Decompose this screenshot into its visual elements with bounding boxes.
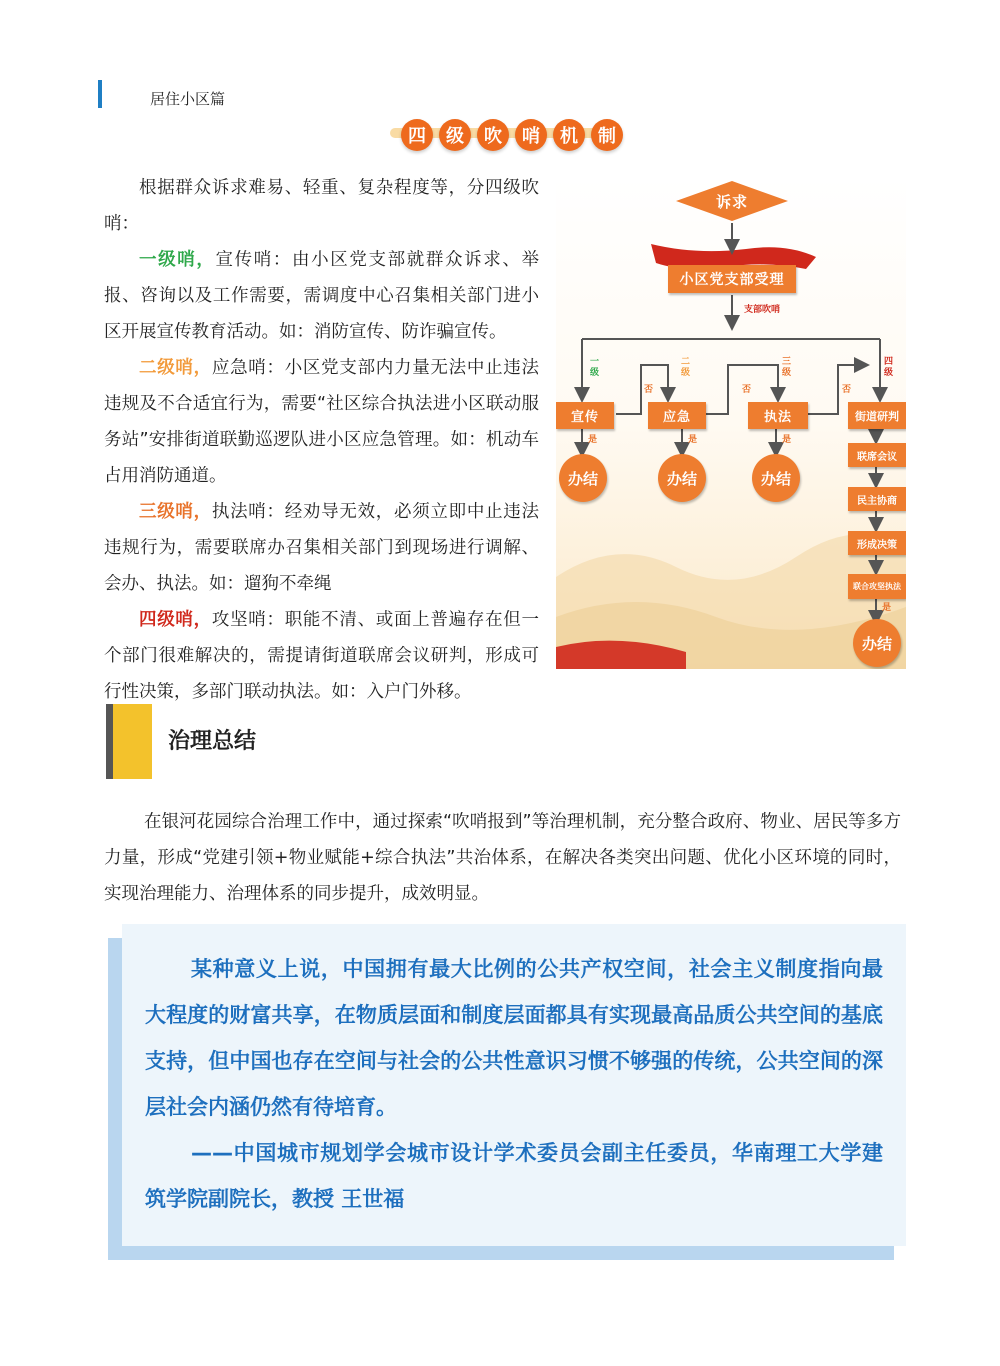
flow-yes-label: 是	[782, 435, 792, 445]
page-title	[398, 116, 626, 156]
header-accent-bar	[98, 80, 102, 108]
flow-party-branch-accept: 小区党支部受理	[668, 265, 796, 293]
level-2-paragraph	[104, 350, 539, 494]
level-3-text: 执法哨：经劝导无效，必须立即中止违法违规行为，需要联席办召集相关部门到现场进行调解、会办、执法。如：遛狗不牵绳	[104, 502, 540, 594]
flow-node-enforcement: 执法	[748, 402, 808, 429]
level-3-label: 三级哨，	[139, 502, 212, 522]
flow-yes-label: 是	[588, 435, 598, 445]
level-4-paragraph	[104, 602, 539, 710]
summary-paragraph: 在银河花园综合治理工作中，通过探索“吹哨报到”等治理机制，充分整合政府、物业、居民等多方力量，形成“党建引领+物业赋能+综合执法”共治体系，在解决各类突出问题、优化小区环境的同时，实现治理能力、治理体系的同步提升，成效明显。	[104, 812, 901, 904]
flow-done-3: 办结	[752, 454, 800, 502]
flow-level-3: 三级	[782, 357, 792, 378]
intro-text: 根据群众诉求难易、轻重、复杂程度等，分四级吹哨：	[104, 178, 539, 234]
flow-done-2: 办结	[658, 454, 706, 502]
level-4-label: 四级哨，	[139, 610, 212, 630]
quote-body: 某种意义上说，中国拥有最大比例的公共产权空间，社会主义制度指向最大程度的财富共享，在物质层面和制度层面都具有实现最高品质公共空间的基底支持，但中国也存在空间与社会的公共性意识习惯不够强的传统，公共空间的深层社会内涵仍然有待培育。	[145, 957, 883, 1119]
flow-no-label: 否	[644, 385, 654, 395]
flow-done-1: 办结	[559, 454, 607, 502]
level-2-label: 二级哨，	[139, 358, 212, 378]
flow-level-2: 二级	[681, 357, 691, 378]
levels-description	[104, 170, 539, 710]
section-bar-dark	[106, 704, 113, 779]
section-header: 居住小区篇	[150, 90, 226, 108]
quote-content	[145, 946, 883, 1222]
flow-node-publicity: 宣传	[556, 402, 614, 429]
quote-attribution: ——中国城市规划学会城市设计学术委员会副主任委员，华南理工大学建筑学院副院长，教授 王世福	[145, 1141, 883, 1211]
flow-chain-joint-enforcement: 联合攻坚执法	[848, 574, 906, 599]
flow-start-appeal: 诉求	[715, 192, 748, 211]
section-title: 治理总结	[168, 729, 257, 754]
flow-no-label: 否	[742, 385, 752, 395]
flow-chain-joint-meeting: 联席会议	[848, 443, 906, 467]
flow-yes-label: 是	[882, 603, 892, 613]
flow-level-4: 四级	[884, 357, 894, 378]
flow-done-4: 办结	[853, 619, 901, 667]
level-1-text: 宣传哨：由小区党支部就群众诉求、举报、咨询以及工作需要，需调度中心召集相关部门进小区开展宣传教育活动。如：消防宣传、防诈骗宣传。	[104, 250, 539, 342]
flow-no-label: 否	[842, 385, 852, 395]
section-bar-yellow	[113, 704, 152, 779]
flow-node-street-review: 街道研判	[848, 402, 906, 429]
flow-chain-consultation: 民主协商	[848, 487, 906, 511]
flow-yes-label: 是	[688, 435, 698, 445]
title-char: 机	[553, 119, 585, 151]
title-char: 级	[439, 119, 471, 151]
flowchart	[556, 177, 906, 669]
flow-level-1: 一级	[590, 357, 600, 378]
level-1-label: 一级哨，	[139, 250, 216, 270]
level-1-paragraph	[104, 242, 539, 350]
flow-node-emergency: 应急	[648, 402, 706, 429]
title-char: 制	[591, 119, 623, 151]
flow-chain-decision: 形成决策	[848, 531, 906, 555]
level-3-paragraph	[104, 494, 539, 602]
title-char: 吹	[477, 119, 509, 151]
title-char: 四	[401, 119, 433, 151]
flow-whistle-label: 支部吹哨	[744, 305, 781, 315]
level-2-text: 应急哨：小区党支部内力量无法中止违法违规及不合适宜行为，需要“社区综合执法进小区联动服务站”安排街道联勤巡逻队进小区应急管理。如：机动车占用消防通道。	[104, 358, 540, 486]
title-char: 哨	[515, 119, 547, 151]
level-4-text: 攻坚哨：职能不清、或面上普遍存在但一个部门很难解决的，需提请街道联席会议研判，形成可行性决策，多部门联动执法。如：入户门外移。	[104, 610, 540, 702]
